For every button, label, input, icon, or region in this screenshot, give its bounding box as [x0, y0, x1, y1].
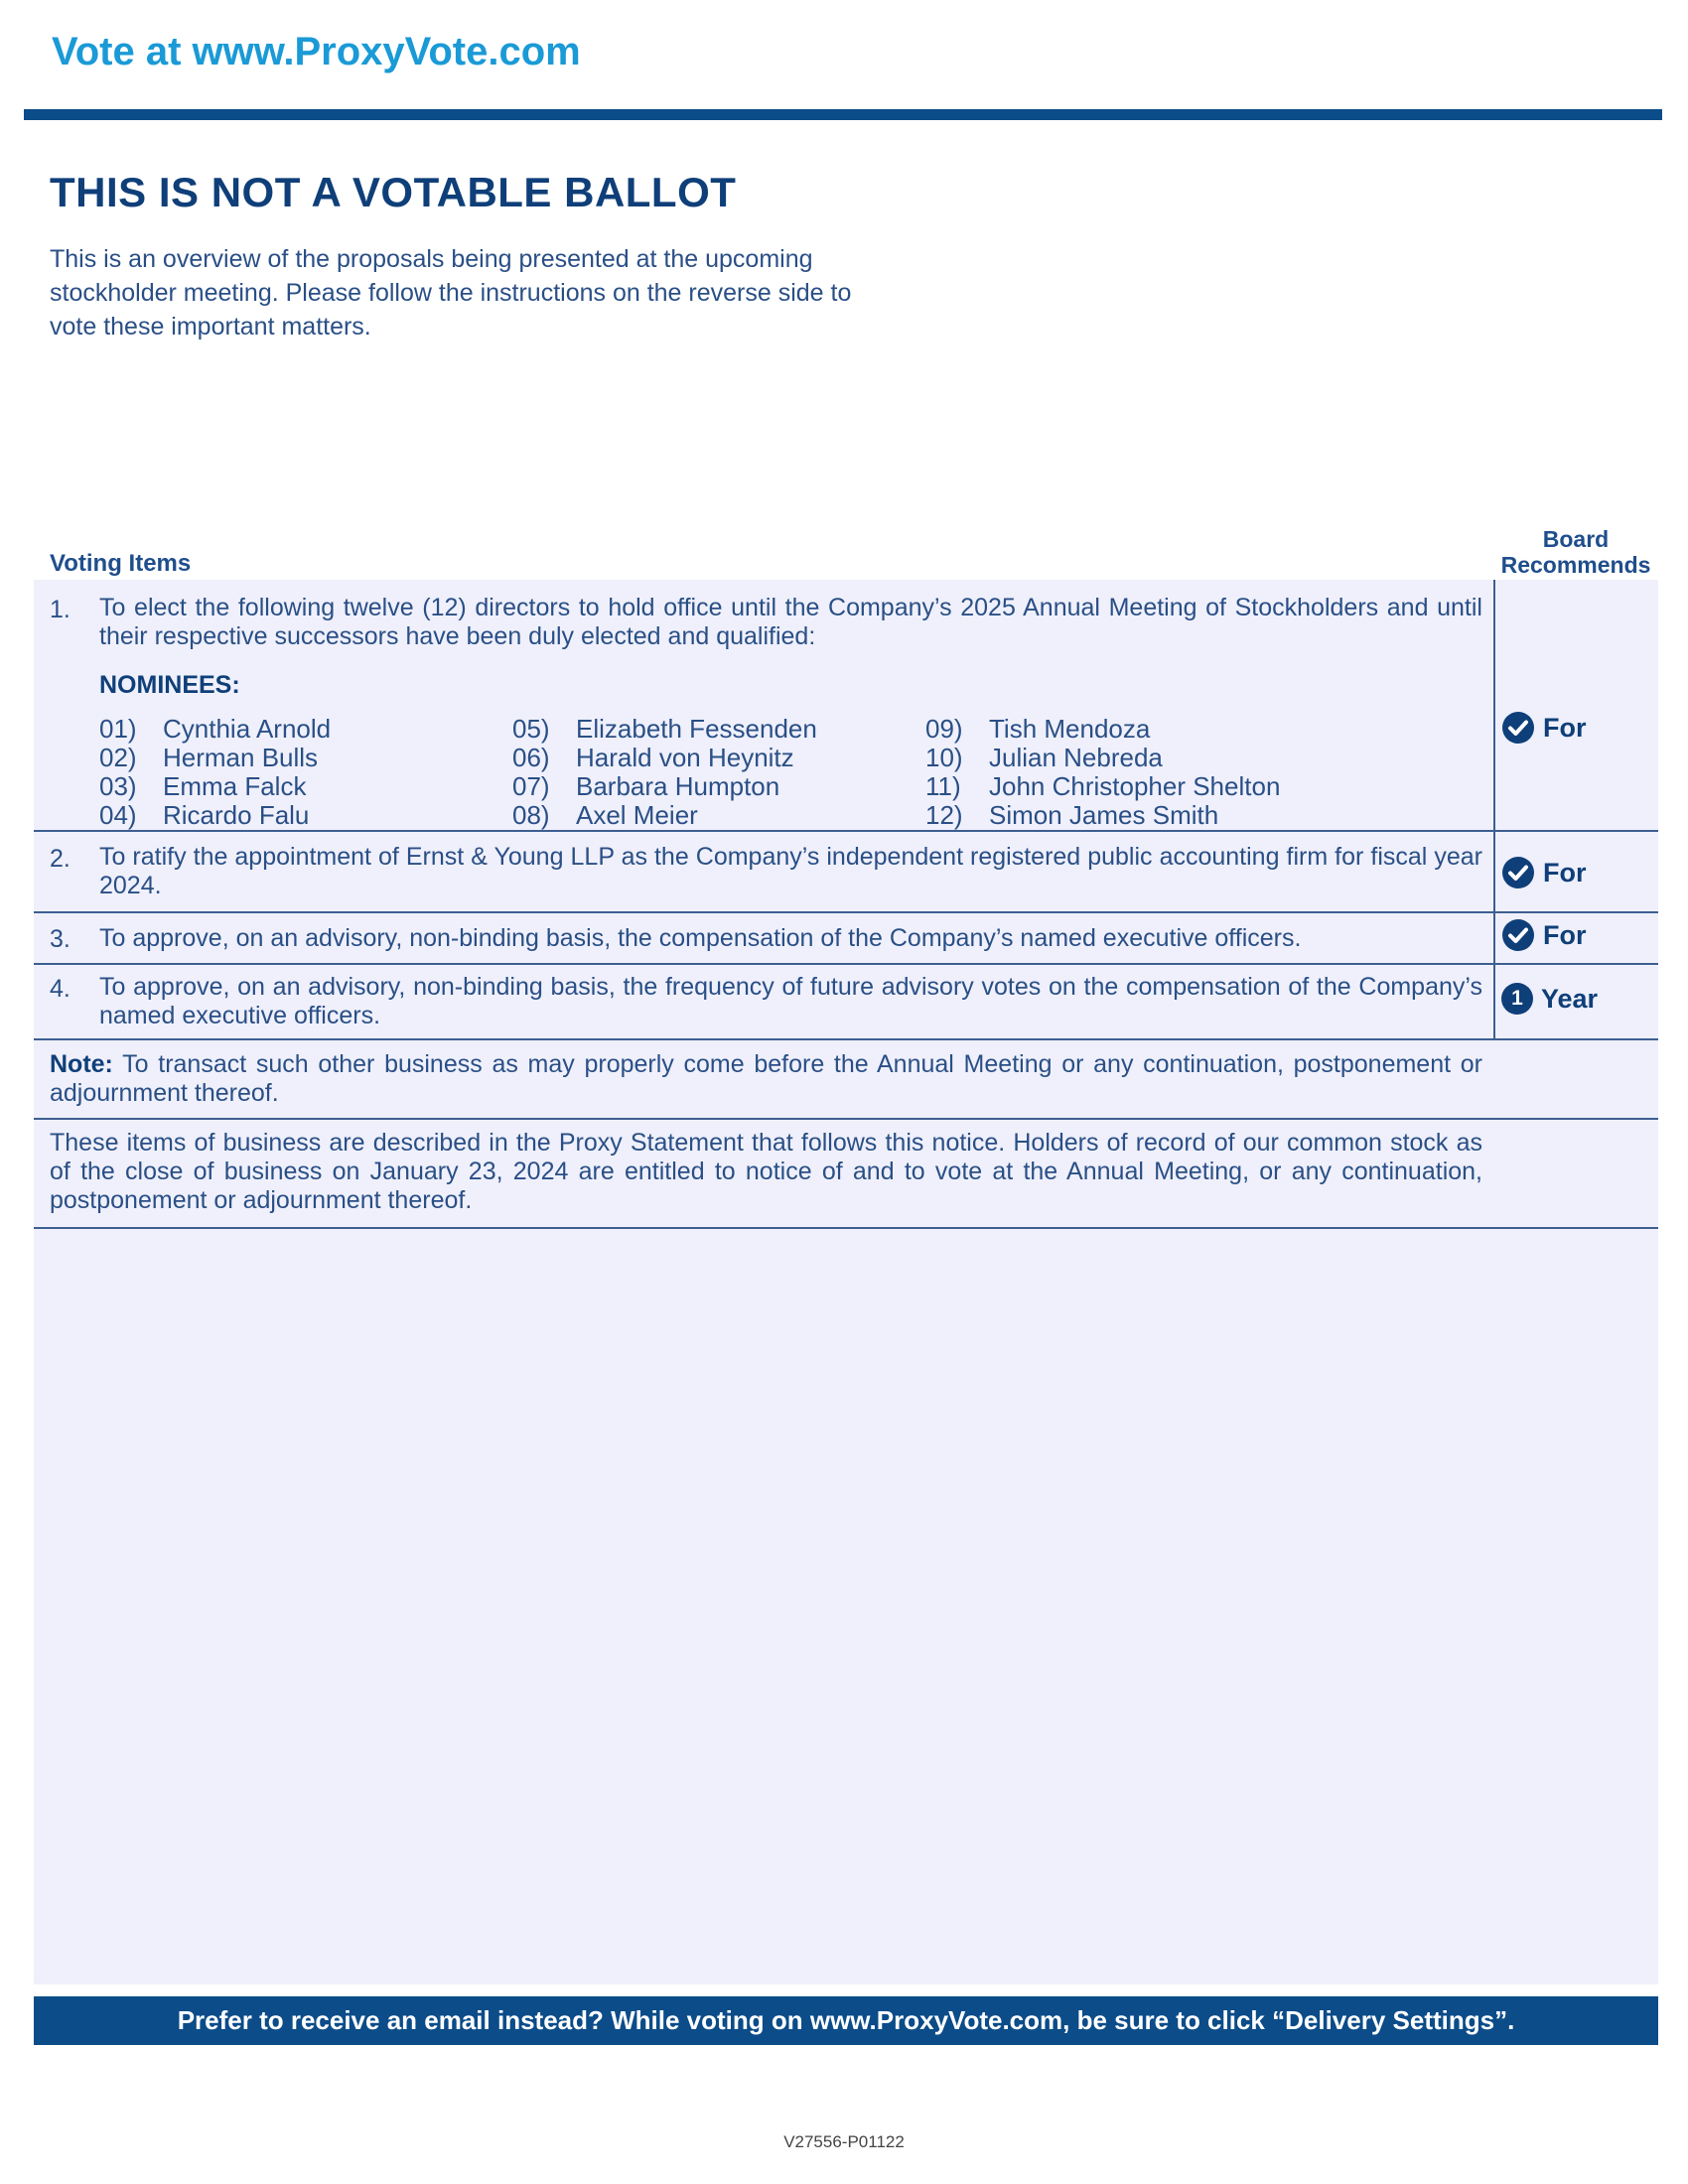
item-number: 3.	[50, 925, 70, 953]
recommendation-badge	[1501, 918, 1587, 952]
item-number: 1.	[50, 596, 70, 623]
recommendation-badge	[1501, 856, 1587, 889]
nominee-name: Ricardo Falu	[163, 800, 310, 830]
nominee-number: 08)	[512, 800, 550, 830]
recommendation-divider	[1493, 580, 1495, 1040]
nominee	[512, 772, 910, 801]
nominee-name: Cynthia Arnold	[163, 714, 332, 744]
nominees-heading: NOMINEES:	[99, 671, 240, 699]
nominee	[925, 801, 1323, 830]
nominee	[99, 744, 496, 772]
nominee-name: Elizabeth Fessenden	[576, 714, 817, 744]
nominee-name: Simon James Smith	[989, 800, 1219, 830]
recommendation-badge	[1501, 983, 1598, 1015]
nominee	[99, 801, 496, 830]
item-text: To approve, on an advisory, non-binding basis, the compensation of the Company’s named executive officers.	[99, 924, 1302, 952]
nominee-number: 06)	[512, 743, 550, 772]
voting-items-heading: Voting Items	[50, 550, 192, 577]
page-title: THIS IS NOT A VOTABLE BALLOT	[50, 169, 737, 215]
document-code: V27556-P01122	[783, 2132, 905, 2151]
note-label: Note:	[50, 1050, 113, 1078]
nominee	[99, 715, 496, 744]
board-recommends-heading: Board Recommends	[1500, 526, 1651, 578]
nominee-column	[925, 715, 1323, 830]
nominee-name: Emma Falck	[163, 771, 307, 801]
nominee	[512, 744, 910, 772]
recommendation-badge	[1501, 711, 1587, 745]
nominee-name: Herman Bulls	[163, 743, 319, 772]
note-text	[50, 1050, 1482, 1108]
recommendation-label: Year	[1541, 983, 1599, 1014]
nominee-name: Julian Nebreda	[989, 743, 1163, 772]
check-circle-icon	[1501, 711, 1535, 745]
email-delivery-banner: Prefer to receive an email instead? While voting on www.ProxyVote.com, be sure to click “Delivery Settings”.	[34, 1996, 1658, 2045]
nominee-number: 01)	[99, 714, 137, 744]
intro-text: This is an overview of the proposals being presented at the upcoming stockholder meeting. Please follow the instructions on the reverse side to vote these important matters.	[50, 245, 852, 341]
nominee	[512, 715, 910, 744]
item-text: To ratify the appointment of Ernst & Young LLP as the Company’s independent registered public accounting firm for fiscal year 2024.	[99, 843, 1482, 899]
nominee-name: Axel Meier	[576, 800, 698, 830]
nominee-number: 05)	[512, 714, 550, 744]
proxyvote-link[interactable]: Vote at www.ProxyVote.com	[52, 30, 581, 73]
one-circle-icon: 1	[1501, 983, 1533, 1015]
business-text: These items of business are described in the Proxy Statement that follows this notice. Holders of record of our common stock as of the close of business on January 23, 2024 are entitled to notice of and to vote at the Annual Meeting, or any continuation, postponement or adjournment thereof.	[50, 1129, 1482, 1214]
nominee-number: 04)	[99, 800, 137, 830]
item-text: To approve, on an advisory, non-binding basis, the frequency of future advisory votes on the compensation of the Company’s named executive officers.	[99, 973, 1482, 1029]
nominee-column	[99, 715, 496, 830]
nominee-name: Harald von Heynitz	[576, 743, 794, 772]
nominee-number: 07)	[512, 771, 550, 801]
nominee-number: 02)	[99, 743, 137, 772]
item-number: 2.	[50, 845, 70, 873]
recommendation-label: For	[1543, 857, 1587, 887]
nominee	[925, 715, 1323, 744]
nominee	[512, 801, 910, 830]
nominee	[99, 772, 496, 801]
item-text: To elect the following twelve (12) directors to hold office until the Company’s 2025 Annual Meeting of Stockholders and until their respective successors have been duly elected and qualified:	[99, 594, 1482, 650]
nominee-number: 12)	[925, 800, 963, 830]
nominee-name: Barbara Humpton	[576, 771, 780, 801]
nominee	[925, 744, 1323, 772]
nominee-number: 03)	[99, 771, 137, 801]
recommendation-label: For	[1543, 919, 1587, 950]
check-circle-icon	[1501, 856, 1535, 889]
nominee-number: 10)	[925, 743, 963, 772]
nominee	[925, 772, 1323, 801]
nominee-name: Tish Mendoza	[989, 714, 1151, 744]
nominee-name: John Christopher Shelton	[989, 771, 1281, 801]
nominee-number: 11)	[925, 771, 961, 801]
nominee-number: 09)	[925, 714, 963, 744]
check-circle-icon	[1501, 918, 1535, 952]
item-number: 4.	[50, 975, 70, 1003]
nominee-column	[512, 715, 910, 830]
note-body: To transact such other business as may properly come before the Annual Meeting or any continuation, postponement or adjournment thereof.	[50, 1050, 1482, 1107]
header-rule	[24, 109, 1662, 120]
recommendation-label: For	[1543, 712, 1587, 743]
